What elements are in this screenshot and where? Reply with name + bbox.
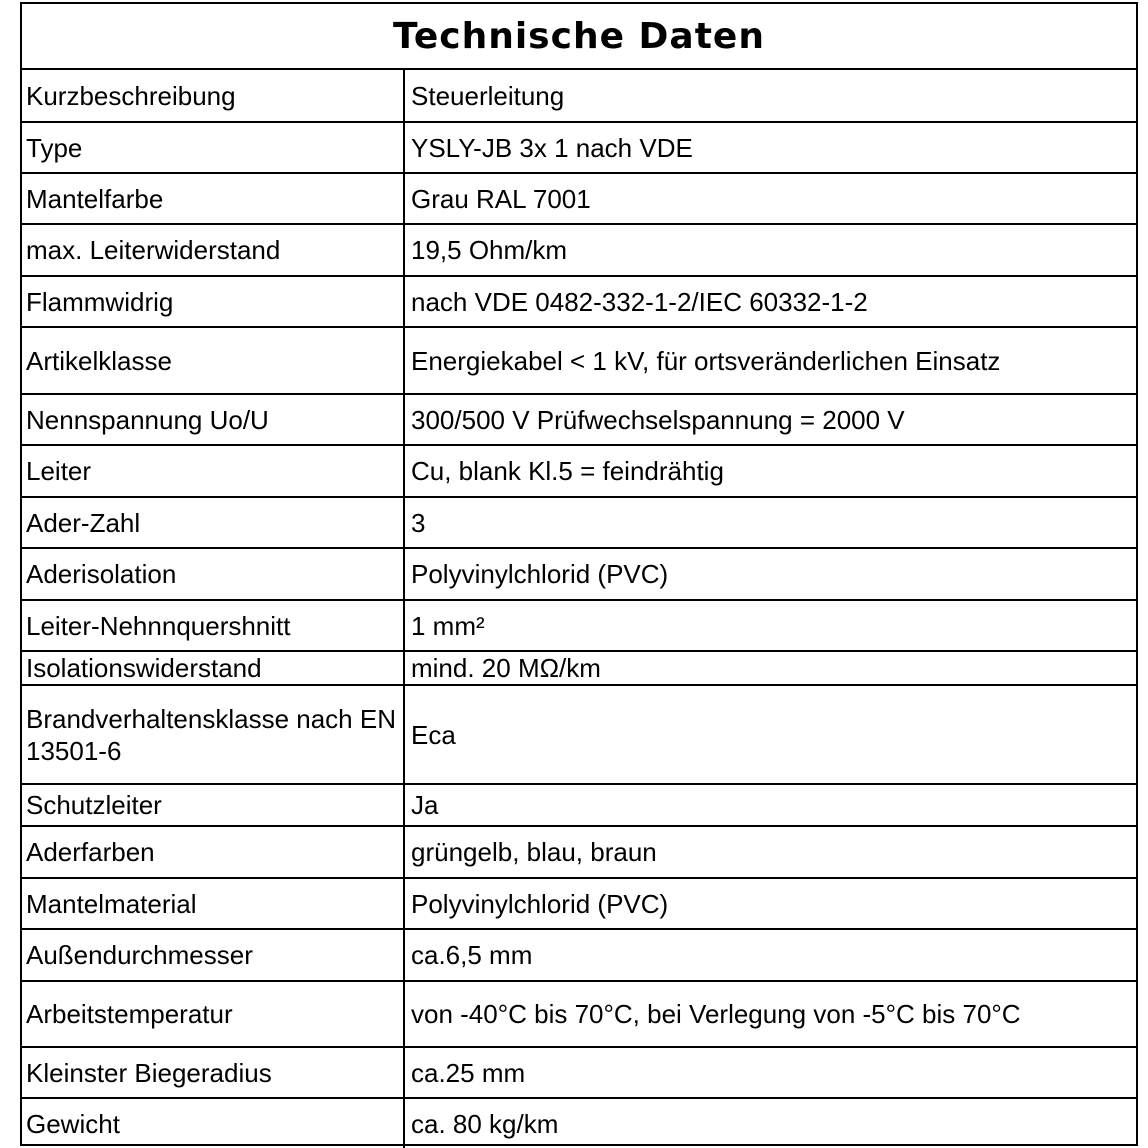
row-value: Grau RAL 7001 <box>404 173 1136 224</box>
row-value: grüngelb, blau, braun <box>404 826 1136 878</box>
row-label: Leiter <box>22 445 404 497</box>
row-value: 300/500 V Prüfwechselspannung = 2000 V <box>404 394 1136 445</box>
spec-table <box>22 70 1136 1148</box>
row-value: mind. 20 MΩ/km <box>404 651 1136 685</box>
row-label: Arbeitstemperatur <box>22 981 404 1047</box>
row-label: Brandverhaltensklasse nach EN 13501-6 <box>22 685 404 784</box>
table-row <box>22 826 1136 878</box>
table-row <box>22 548 1136 600</box>
row-value: Polyvinylchlorid (PVC) <box>404 878 1136 929</box>
table-row <box>22 497 1136 548</box>
table-row <box>22 651 1136 685</box>
row-label: Leiter-Nehnnquershnitt <box>22 600 404 651</box>
row-label: Artikelklasse <box>22 327 404 394</box>
table-row <box>22 327 1136 394</box>
table-row <box>22 445 1136 497</box>
table-row <box>22 1047 1136 1098</box>
row-label: Nennspannung Uo/U <box>22 394 404 445</box>
row-label: Aderisolation <box>22 548 404 600</box>
row-value: ca. 80 kg/km <box>411 1108 559 1139</box>
table-row <box>22 276 1136 327</box>
table-row <box>22 929 1136 981</box>
table-row <box>22 878 1136 929</box>
row-label: Type <box>22 122 404 173</box>
row-value: 3 <box>404 497 1136 548</box>
table-row <box>22 224 1136 276</box>
row-value: Ja <box>404 784 1136 826</box>
row-label: Schutzleiter <box>22 784 404 826</box>
row-label: Kurzbeschreibung <box>22 70 404 122</box>
row-value: von -40°C bis 70°C, bei Verlegung von -5°C bis 70°C <box>404 981 1136 1047</box>
row-value: Polyvinylchlorid (PVC) <box>404 548 1136 600</box>
table-row <box>22 600 1136 651</box>
row-value: ca.25 mm <box>404 1047 1136 1098</box>
row-value: 1 mm² <box>404 600 1136 651</box>
row-label: Isolationswiderstand <box>22 651 404 685</box>
row-label: Ader-Zahl <box>22 497 404 548</box>
technical-data-sheet <box>20 2 1138 1146</box>
row-value: nach VDE 0482-332-1-2/IEC 60332-1-2 <box>404 276 1136 327</box>
row-value: Cu, blank Kl.5 = feindrähtig <box>404 445 1136 497</box>
row-value: Energiekabel < 1 kV, für ortsveränderlichen Einsatz <box>404 327 1136 394</box>
row-label: Kleinster Biegeradius <box>22 1047 404 1098</box>
table-row <box>22 685 1136 784</box>
row-label: Mantelmaterial <box>22 878 404 929</box>
row-label: Flammwidrig <box>22 276 404 327</box>
row-label: Mantelfarbe <box>22 173 404 224</box>
row-value: Eca <box>404 685 1136 784</box>
table-row <box>22 394 1136 445</box>
row-value: ca.6,5 mm <box>404 929 1136 981</box>
row-label: Gewicht <box>22 1098 404 1148</box>
row-value: 19,5 Ohm/km <box>404 224 1136 276</box>
row-value: YSLY-JB 3x 1 nach VDE <box>404 122 1136 173</box>
table-row <box>22 122 1136 173</box>
row-value: Steuerleitung <box>404 70 1136 122</box>
table-row <box>22 784 1136 826</box>
row-label: max. Leiterwiderstand <box>22 224 404 276</box>
table-row <box>22 981 1136 1047</box>
row-label: Aderfarben <box>22 826 404 878</box>
sheet-title: Technische Daten <box>22 4 1136 70</box>
table-row <box>22 173 1136 224</box>
table-row <box>22 70 1136 122</box>
row-label: Außendurchmesser <box>22 929 404 981</box>
table-row <box>22 1098 1136 1148</box>
